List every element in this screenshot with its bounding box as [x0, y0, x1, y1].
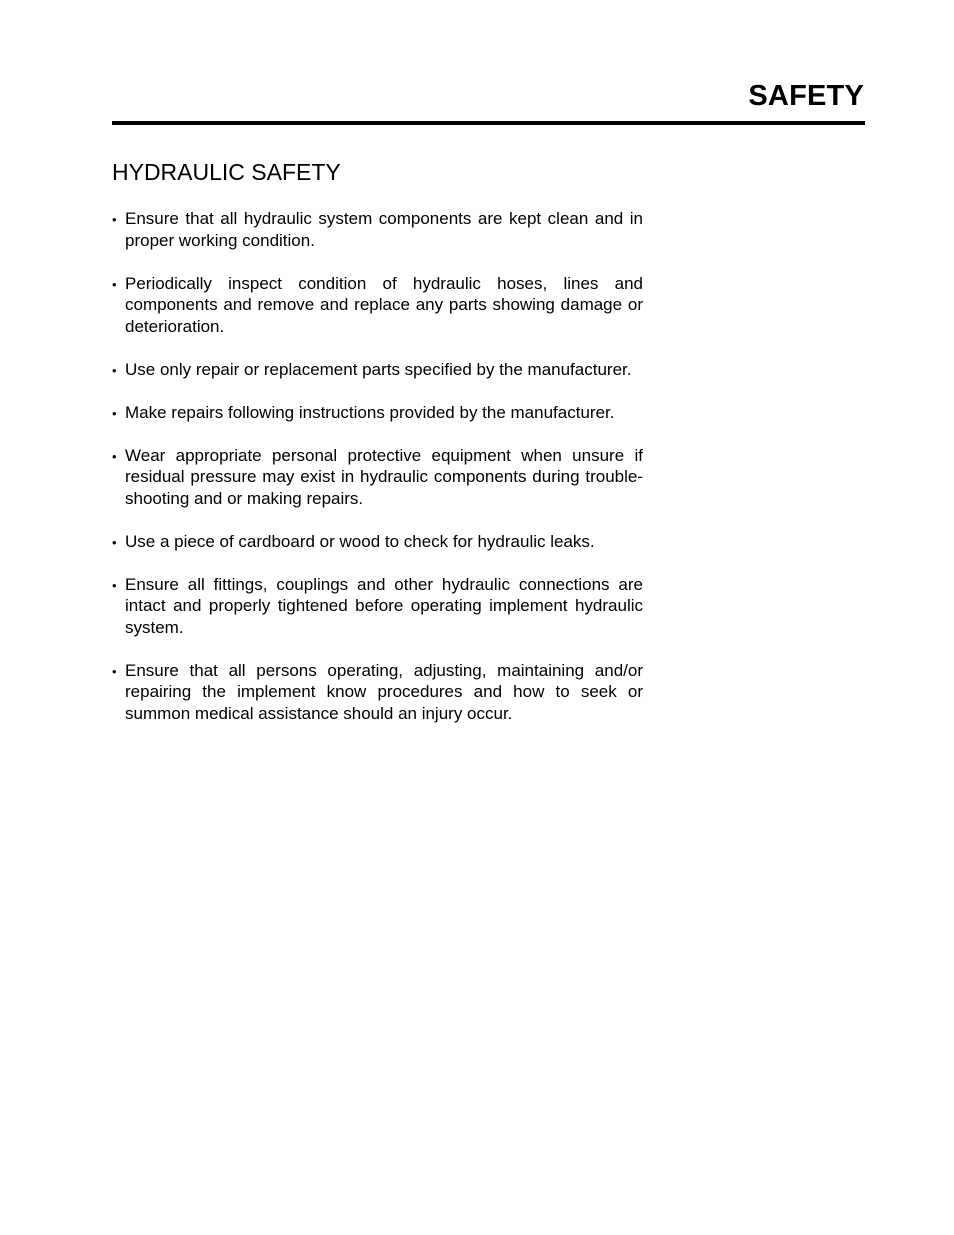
bullet-item: • Make repairs following instructions provided by the manufacturer. — [112, 402, 643, 424]
page-header-title: SAFETY — [748, 80, 864, 112]
header-divider — [112, 121, 865, 125]
bullet-item: • Ensure that all persons operating, adjusting, maintaining and/or repairing the implement know procedures and how to seek or summon medical assistance should an injury occur. — [112, 660, 643, 725]
bullet-item: • Use only repair or replacement parts specified by the manufacturer. — [112, 359, 643, 381]
bullet-item: • Ensure all fittings, couplings and other hydraulic connections are intact and properly tightened before operating implement hydraulic system. — [112, 574, 643, 639]
section-heading: HYDRAULIC SAFETY — [112, 159, 341, 185]
bullet-item: • Ensure that all hydraulic system components are kept clean and in proper working condition. — [112, 208, 643, 251]
bullet-item: • Periodically inspect condition of hydraulic hoses, lines and components and remove and replace any parts showing damage or deterioration. — [112, 273, 643, 338]
bullet-item: • Wear appropriate personal protective equipment when unsure if residual pressure may exist in hydraulic components during trouble-shooting and or making repairs. — [112, 445, 643, 510]
bullet-item: • Use a piece of cardboard or wood to check for hydraulic leaks. — [112, 531, 643, 553]
safety-bullet-list — [112, 208, 643, 746]
